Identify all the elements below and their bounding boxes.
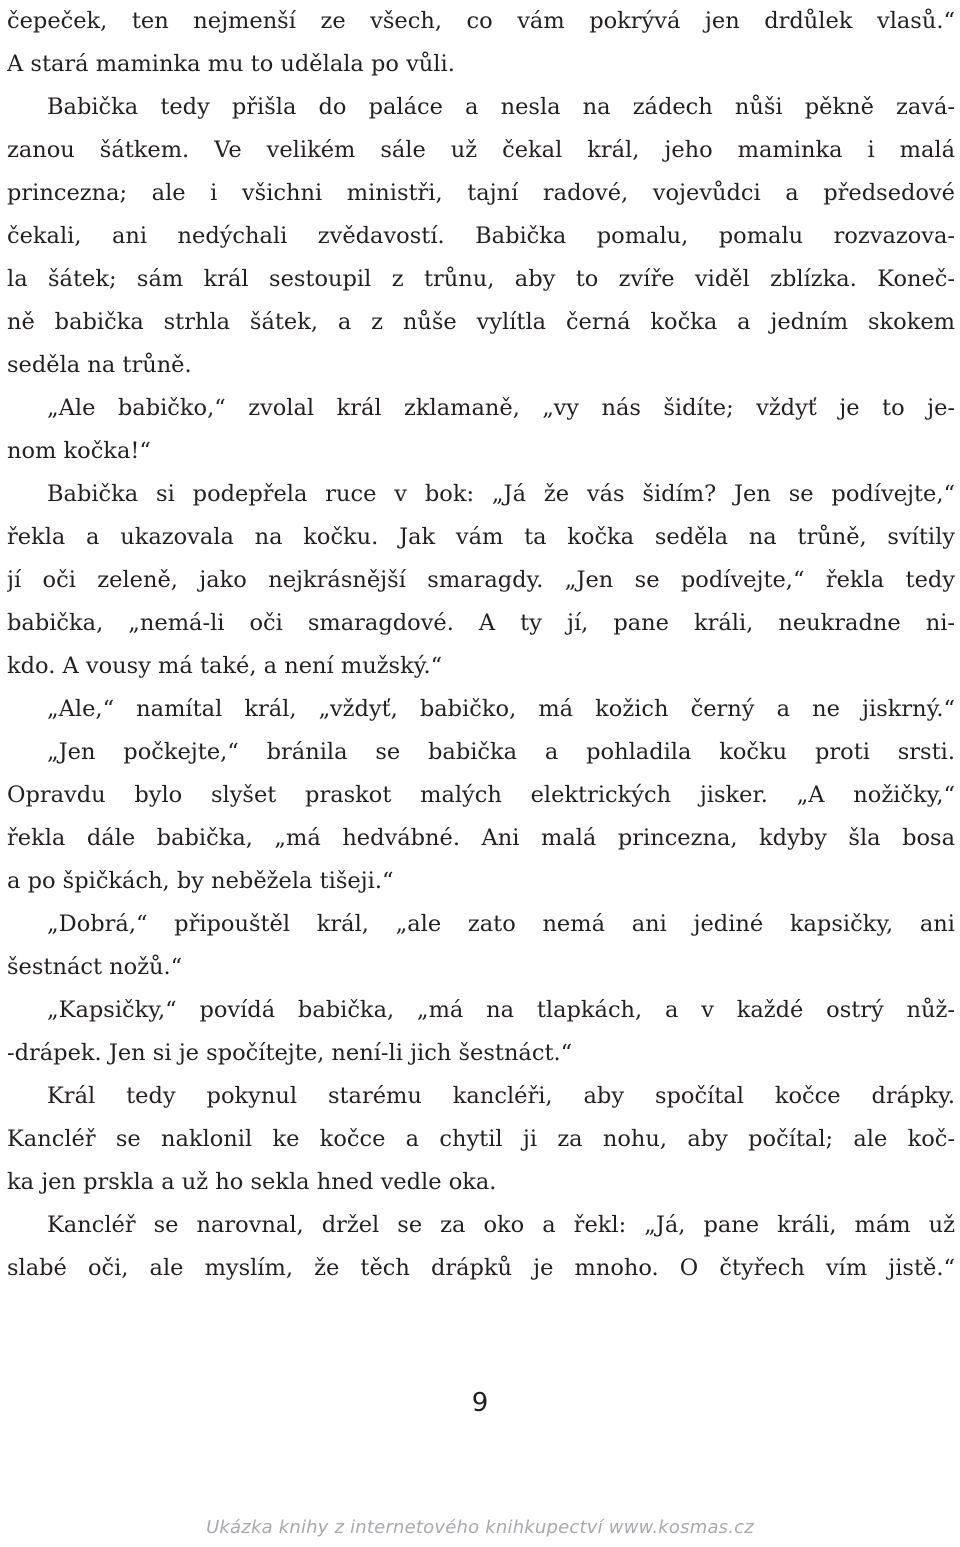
text-line: čepeček, ten nejmenší ze všech, co vám pokrývá jen drdůlek vlasů.“	[7, 8, 955, 34]
text-line: Babička si podepřela ruce v bok: „Já že vás šidím? Jen se podívejte,“	[47, 481, 955, 507]
text-line: babička, „nemá-li oči smaragdové. A ty jí, pane králi, neukradne ni-	[7, 610, 955, 636]
text-line: „Ale babičko,“ zvolal král zklamaně, „vy nás šidíte; vždyť je to je-	[47, 395, 955, 421]
text-line: jí oči zeleně, jako nejkrásnější smaragdy. „Jen se podívejte,“ řekla tedy	[7, 567, 955, 593]
text-line: „Dobrá,“ připouštěl král, „ale zato nemá ani jediné kapsičky, ani	[47, 911, 955, 937]
text-line: -drápek. Jen si je spočítejte, není-li jich šestnáct.“	[7, 1040, 573, 1066]
text-line: ka jen prskla a už ho sekla hned vedle oka.	[7, 1169, 497, 1195]
text-line: nom kočka!“	[7, 438, 151, 464]
page-number: 9	[471, 1388, 489, 1418]
text-line: Kancléř se naklonil ke kočce a chytil ji za nohu, aby počítal; ale koč-	[7, 1126, 955, 1152]
text-line: řekla dále babička, „má hedvábné. Ani malá princezna, kdyby šla bosa	[7, 825, 955, 851]
text-line: la šátek; sám král sestoupil z trůnu, aby to zvíře viděl zblízka. Koneč-	[7, 266, 955, 292]
text-line: kdo. A vousy má také, a není mužský.“	[7, 653, 443, 679]
text-line: a po špičkách, by neběžela tišeji.“	[7, 868, 394, 894]
text-line: Opravdu bylo slyšet praskot malých elektrických jisker. „A nožičky,“	[7, 782, 955, 808]
text-line: A stará maminka mu to udělala po vůli.	[7, 51, 455, 77]
text-line: ně babička strhla šátek, a z nůše vylítla černá kočka a jedním skokem	[7, 309, 955, 335]
text-line: šestnáct nožů.“	[7, 954, 183, 980]
footer-watermark: Ukázka knihy z internetového knihkupectví www.kosmas.cz	[206, 1517, 754, 1538]
text-line: zanou šátkem. Ve velikém sále už čekal král, jeho maminka i malá	[7, 137, 955, 163]
text-line: Babička tedy přišla do paláce a nesla na zádech nůši pěkně zavá-	[47, 94, 955, 120]
text-line: „Jen počkejte,“ bránila se babička a pohladila kočku proti srsti.	[47, 739, 955, 765]
text-line: Král tedy pokynul starému kancléři, aby spočítal kočce drápky.	[47, 1083, 955, 1109]
text-line: řekla a ukazovala na kočku. Jak vám ta kočka seděla na trůně, svítily	[7, 524, 955, 550]
body-text	[7, 0, 955, 1290]
text-line: princezna; ale i všichni ministři, tajní radové, vojevůdci a předsedové	[7, 180, 955, 206]
text-line: „Kapsičky,“ povídá babička, „má na tlapkách, a v každé ostrý nůž-	[47, 997, 955, 1023]
text-line: „Ale,“ namítal král, „vždyť, babičko, má kožich černý a ne jiskrný.“	[47, 696, 955, 722]
text-line: čekali, ani nedýchali zvědavostí. Babička pomalu, pomalu rozvazova-	[7, 223, 955, 249]
text-line: seděla na trůně.	[7, 352, 192, 378]
text-line: Kancléř se narovnal, držel se za oko a řekl: „Já, pane králi, mám už	[47, 1212, 955, 1238]
text-line: slabé oči, ale myslím, že těch drápků je mnoho. O čtyřech vím jistě.“	[7, 1255, 955, 1281]
